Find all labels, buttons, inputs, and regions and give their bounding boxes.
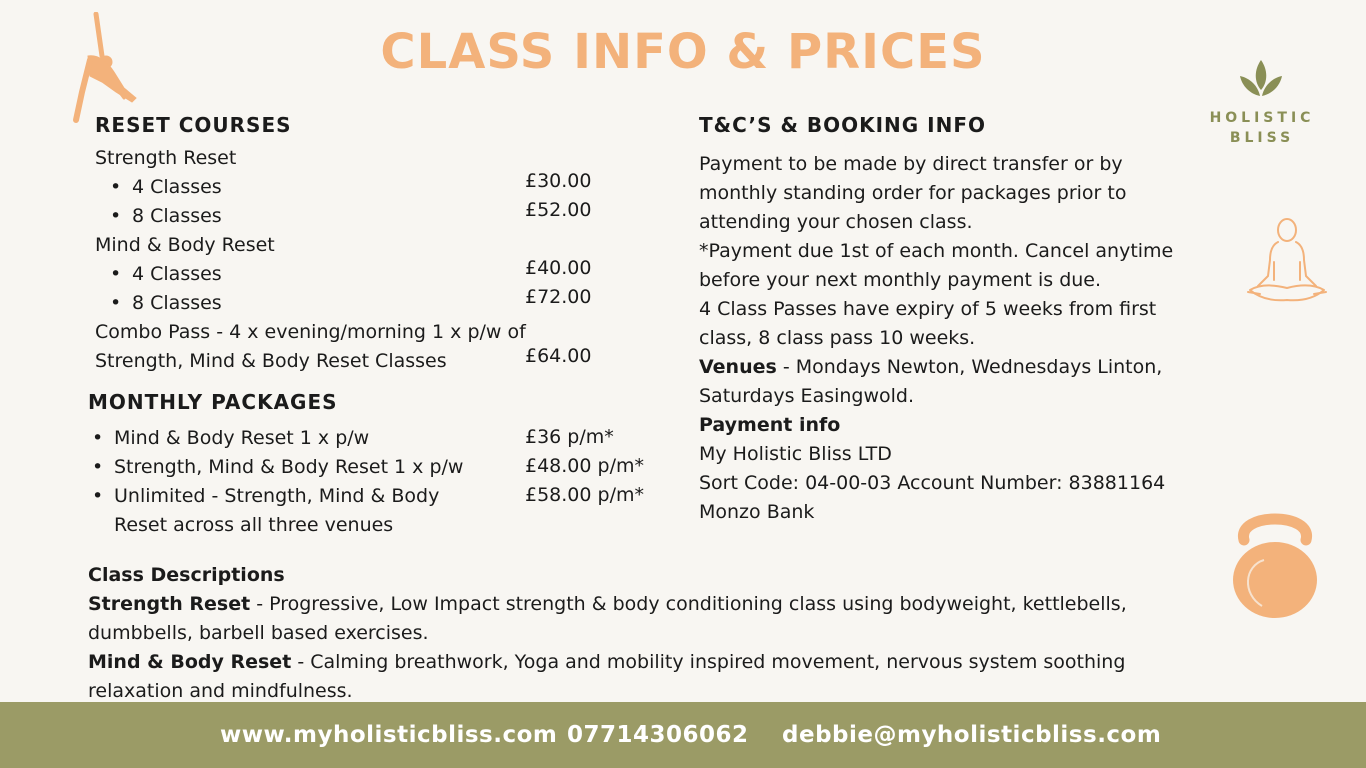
strength-reset-title: Strength Reset xyxy=(95,147,237,169)
meditation-icon xyxy=(1244,216,1330,308)
tc-heading: T&C’S & BOOKING INFO xyxy=(699,113,987,137)
mind-label: Mind & Body Reset xyxy=(88,651,292,673)
tc-line: 4 Class Passes have expiry of 5 weeks from first xyxy=(699,298,1157,320)
payment-line: My Holistic Bliss LTD xyxy=(699,443,892,465)
strength-description-2: dumbbells, barbell based exercises. xyxy=(88,622,429,644)
tc-line: *Payment due 1st of each month. Cancel anytime xyxy=(699,240,1174,262)
tc-line: before your next monthly payment is due. xyxy=(699,269,1102,291)
strength-label: Strength Reset xyxy=(88,593,251,615)
venues-line xyxy=(699,353,1199,382)
mind-text: - Calming breathwork, Yoga and mobility inspired movement, nervous system soothing xyxy=(291,651,1126,673)
list-item-continuation: Reset across all three venues xyxy=(114,514,394,536)
logo-line-2: BLISS xyxy=(1229,130,1295,146)
tc-line: Payment to be made by direct transfer or by xyxy=(699,153,1123,175)
kettlebell-icon xyxy=(1226,502,1324,618)
list-item: • 4 Classes xyxy=(132,260,222,289)
price-value: £72.00 xyxy=(525,286,592,308)
list-item: • Mind & Body Reset 1 x p/w xyxy=(114,424,369,453)
leaf-logo-icon xyxy=(1236,58,1286,100)
price-value: £40.00 xyxy=(525,257,592,279)
class-descriptions-heading: Class Descriptions xyxy=(88,564,285,586)
email-link[interactable]: debbie@myholisticbliss.com xyxy=(782,722,1162,748)
strength-description xyxy=(88,590,1208,619)
class-descriptions xyxy=(88,561,1208,706)
footer-bar xyxy=(0,702,1366,768)
price-value: £30.00 xyxy=(525,170,592,192)
tc-body xyxy=(699,150,1199,527)
monthly-packages-heading: MONTHLY PACKAGES xyxy=(88,390,338,414)
reset-courses-heading: RESET COURSES xyxy=(95,113,292,137)
price-value: £64.00 xyxy=(525,345,592,367)
price-value: £58.00 p/m* xyxy=(525,484,644,506)
list-item: • 8 Classes xyxy=(132,202,222,231)
phone-number[interactable]: 07714306062 xyxy=(567,722,749,748)
combo-pass-line-1: Combo Pass - 4 x evening/morning 1 x p/w of xyxy=(95,321,526,343)
price-value: £48.00 p/m* xyxy=(525,455,644,477)
price-value: £52.00 xyxy=(525,199,592,221)
yoga-pose-icon xyxy=(66,12,142,124)
mind-description-2: relaxation and mindfulness. xyxy=(88,680,353,702)
list-item: • 8 Classes xyxy=(132,289,222,318)
venues-text: - Mondays Newton, Wednesdays Linton, xyxy=(776,356,1163,378)
list-item: • 4 Classes xyxy=(132,173,222,202)
strength-text: - Progressive, Low Impact strength & body conditioning class using bodyweight, kettlebells, xyxy=(250,593,1127,615)
combo-pass-line-2: Strength, Mind & Body Reset Classes xyxy=(95,350,447,372)
brand-logo-text xyxy=(1206,108,1318,148)
logo-line-1: HOLISTIC xyxy=(1209,110,1315,126)
list-item: • Unlimited - Strength, Mind & Body xyxy=(114,482,439,511)
tc-line: class, 8 class pass 10 weeks. xyxy=(699,327,976,349)
venues-label: Venues xyxy=(699,356,777,378)
payment-line: Monzo Bank xyxy=(699,501,815,523)
payment-line: Sort Code: 04-00-03 Account Number: 83881164 xyxy=(699,472,1166,494)
tc-line: attending your chosen class. xyxy=(699,211,973,233)
mind-body-reset-title: Mind & Body Reset xyxy=(95,234,275,256)
mind-description xyxy=(88,648,1208,677)
website-link[interactable]: www.myholisticbliss.com xyxy=(220,722,558,748)
venues-line-2: Saturdays Easingwold. xyxy=(699,385,915,407)
tc-line: monthly standing order for packages prior to xyxy=(699,182,1127,204)
payment-info-heading: Payment info xyxy=(699,414,841,436)
page-title: CLASS INFO & PRICES xyxy=(380,24,986,80)
list-item: • Strength, Mind & Body Reset 1 x p/w xyxy=(114,453,463,482)
price-value: £36 p/m* xyxy=(525,426,614,448)
